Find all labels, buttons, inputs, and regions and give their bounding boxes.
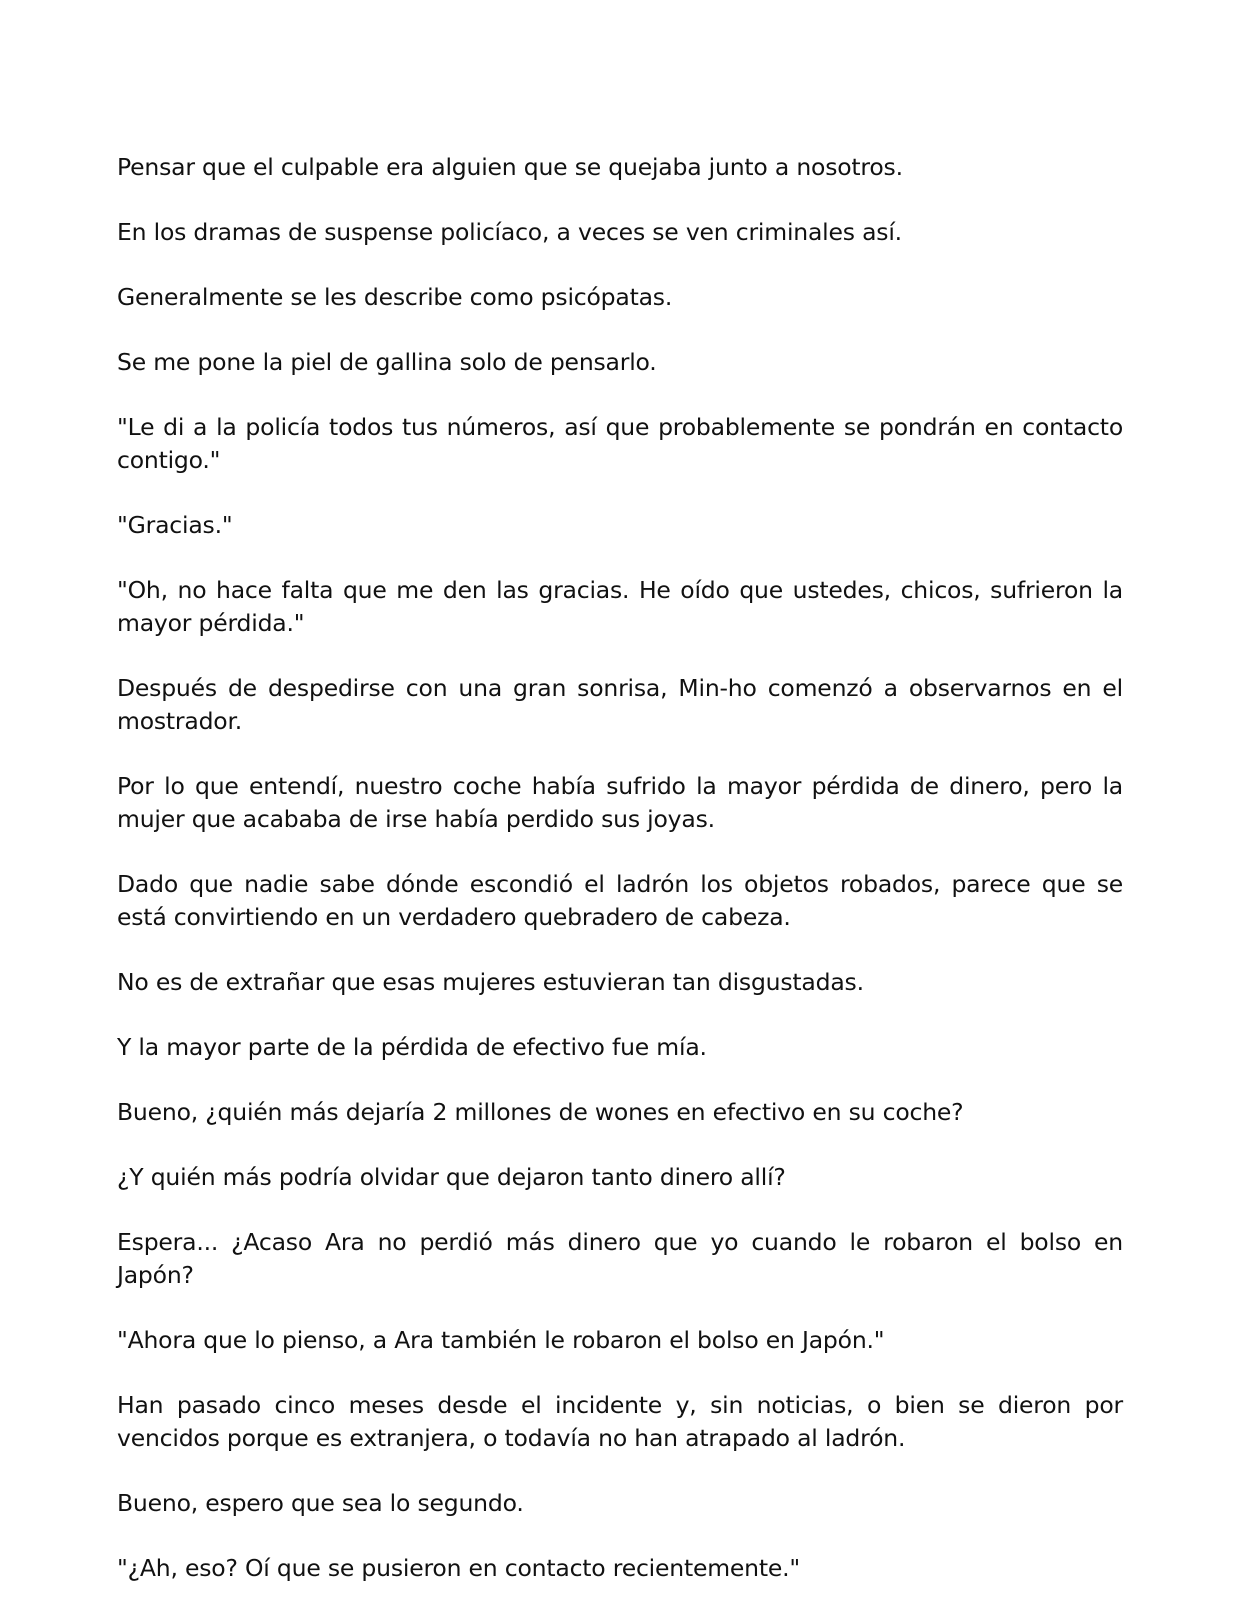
- document-body: [117, 151, 1123, 1617]
- paragraph: Por lo que entendí, nuestro coche había sufrido la mayor pérdida de dinero, pero la mujer que acababa de irse había perdido sus joyas.: [117, 772, 1123, 833]
- paragraph: Después de despedirse con una gran sonrisa, Min-ho comenzó a observarnos en el mostrador.: [117, 674, 1123, 735]
- paragraph: Dado que nadie sabe dónde escondió el ladrón los objetos robados, parece que se está convirtiendo en un verdadero quebradero de cabeza.: [117, 870, 1123, 931]
- paragraph: Espera... ¿Acaso Ara no perdió más dinero que yo cuando le robaron el bolso en Japón?: [117, 1228, 1123, 1289]
- paragraph: Y la mayor parte de la pérdida de efectivo fue mía.: [117, 1033, 707, 1061]
- paragraph: En los dramas de suspense policíaco, a veces se ven criminales así.: [117, 218, 902, 246]
- paragraph: Bueno, espero que sea lo segundo.: [117, 1489, 524, 1517]
- paragraph: ¿Y quién más podría olvidar que dejaron tanto dinero allí?: [117, 1163, 786, 1191]
- paragraph: Han pasado cinco meses desde el incidente y, sin noticias, o bien se dieron por vencidos porque es extranjera, o todavía no han atrapado al ladrón.: [117, 1391, 1123, 1452]
- paragraph: No es de extrañar que esas mujeres estuvieran tan disgustadas.: [117, 968, 864, 996]
- paragraph: Generalmente se les describe como psicópatas.: [117, 283, 673, 311]
- paragraph: "Gracias.": [117, 511, 233, 539]
- paragraph: "Oh, no hace falta que me den las gracias. He oído que ustedes, chicos, sufrieron la mayor pérdida.": [117, 576, 1123, 637]
- paragraph: "Le di a la policía todos tus números, así que probablemente se pondrán en contacto contigo.": [117, 413, 1123, 474]
- paragraph: Bueno, ¿quién más dejaría 2 millones de wones en efectivo en su coche?: [117, 1098, 964, 1126]
- paragraph: "¿Ah, eso? Oí que se pusieron en contacto recientemente.": [117, 1554, 801, 1582]
- paragraph: "Ahora que lo pienso, a Ara también le robaron el bolso en Japón.": [117, 1326, 885, 1354]
- paragraph: Se me pone la piel de gallina solo de pensarlo.: [117, 348, 657, 376]
- paragraph: Pensar que el culpable era alguien que se quejaba junto a nosotros.: [117, 153, 903, 181]
